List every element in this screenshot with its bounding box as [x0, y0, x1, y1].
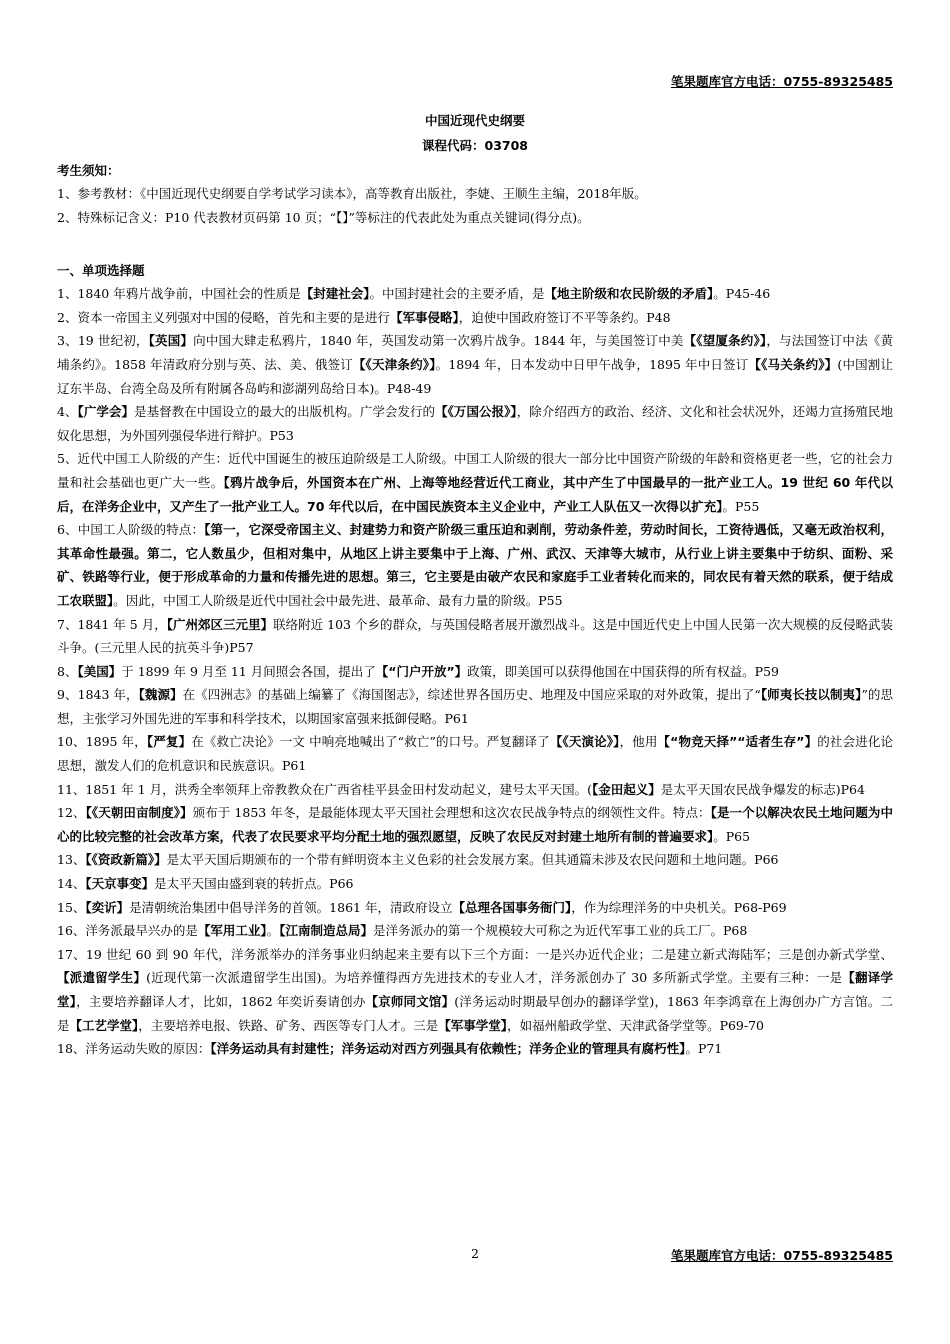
question-item — [57, 518, 893, 612]
item-text: 1、1840 年鸦片战争前，中国社会的性质是 — [57, 286, 301, 302]
item-text: 。因此，中国工人阶级是近代中国社会中最先进、最革命、最有力量的阶级。P55 — [113, 592, 563, 608]
question-item — [57, 282, 893, 306]
item-text: 5、近代中国工人阶级的产生：近代中国诞生的被压迫阶级是工人阶级。中国工人阶级的很大一部分比中国资产阶级的年龄和资格更老一些，它的社会力量和社会基础也更广大一些。 — [57, 451, 893, 490]
item-text: (中国割让辽东半岛、台湾全岛及所有附属各岛屿和澎湖列岛给日本)。P48-49 — [57, 356, 893, 396]
question-item — [57, 329, 893, 400]
question-item — [57, 872, 893, 896]
item-text: 向中国大肆走私鸦片，1840 年，英国发动第一次鸦片战争。1844 年，与美国签订中美 — [193, 333, 684, 349]
keyword-highlight: 【工艺学堂】 — [69, 1017, 139, 1033]
item-text: (近现代第一次派遣留学生出国)。为培养懂得西方先进技术的专业人才，洋务派创办了 30 多所新式学堂。主要有三种：一是 — [146, 970, 843, 986]
keyword-highlight: 【天京事变】 — [85, 876, 155, 892]
item-text: 联络附近 103 个乡的群众，与英国侵略者展开激烈战斗。这是中国近代史上中国人民第一次大规模的反侵略武装斗争。(三元里人民的抗英斗争)P57 — [57, 616, 893, 656]
question-item — [57, 660, 893, 684]
keyword-highlight: 【“门户开放”】 — [375, 663, 468, 679]
keyword-highlight: 【《天演论》】 — [549, 734, 620, 750]
keyword-highlight: 【“物竞天择”“适者生存”】 — [657, 734, 818, 750]
keyword-highlight: 【派遣留学生】 — [57, 970, 147, 986]
item-text: 于 1899 年 9 月至 11 月间照会各国，提出了 — [121, 663, 376, 679]
keyword-highlight: 【广州郊区三元里】 — [166, 616, 274, 632]
section-heading: 一、单项选择题 — [57, 263, 145, 279]
item-text: 是基督教在中国设立的最大的出版机构。广学会发行的 — [134, 404, 436, 420]
item-text: 。1894 年，日本发动中日甲午战争，1895 年中日签订 — [435, 356, 749, 372]
keyword-highlight: 【封建社会】 — [300, 286, 370, 302]
item-text: 。 — [266, 923, 280, 939]
item-text: 。中国封建社会的主要矛盾，是 — [369, 286, 545, 302]
item-text: ，主要培养电报、铁路、矿务、西医等专门人才。三是 — [138, 1017, 439, 1033]
keyword-highlight: 【《望厦条约》】 — [683, 333, 767, 349]
keyword-highlight: 【英国】 — [148, 333, 194, 349]
item-text: 。P55 — [722, 498, 760, 514]
item-text: 颁布于 1853 年冬，是最能体现太平天国社会理想和这次农民战争特点的纲领性文件。特点： — [192, 805, 711, 821]
item-text: 3、19 世纪初， — [57, 333, 149, 349]
item-text: 。P71 — [685, 1041, 723, 1057]
item-text: 16、洋务派最早兴办的是 — [57, 923, 198, 939]
question-item — [57, 730, 893, 777]
question-item — [57, 943, 893, 1037]
keyword-highlight: 【军用工业】 — [197, 923, 267, 939]
footer-phone: 笔果题库官方电话：0755-89325485 — [670, 1248, 893, 1263]
item-text: 13、 — [57, 852, 86, 868]
keyword-highlight: 【金田起义】 — [591, 781, 661, 797]
keyword-highlight: 【《天朝田亩制度》】 — [85, 805, 193, 821]
keyword-highlight: 【翻译学堂】 — [57, 970, 893, 1009]
question-item — [57, 919, 893, 943]
item-text: 是清朝统治集团中倡导洋务的首领。1861 年，清政府设立 — [129, 899, 453, 915]
item-text: ，他用 — [619, 734, 658, 750]
keyword-highlight: 【美国】 — [77, 663, 122, 679]
item-text: 12、 — [57, 805, 86, 821]
keyword-highlight: 【广学会】 — [77, 404, 135, 420]
item-text: 14、 — [57, 876, 86, 892]
item-text: ，除介绍西方的政治、经济、文化和社会状况外，还竭力宣扬殖民地奴化思想，为外国列强侵华进行辩护。P53 — [57, 404, 893, 443]
item-text: 10、1895 年， — [57, 734, 147, 750]
keyword-highlight: 【江南制造总局】 — [279, 923, 373, 939]
item-text: 。P65 — [713, 828, 751, 844]
item-text: ，如福州船政学堂、天津武备学堂等。P69-70 — [507, 1017, 765, 1033]
question-item — [57, 306, 893, 330]
keyword-highlight: 【《万国公报》】 — [435, 404, 517, 420]
keyword-highlight: 【魏源】 — [138, 687, 183, 703]
question-item — [57, 613, 893, 660]
item-text: 是太平天国后期颁布的一个带有鲜明资本主义色彩的社会发展方案。但其通篇未涉及农民问题和土地问题。P66 — [166, 852, 779, 868]
keyword-highlight: 【洋务运动具有封建性；洋务运动对西方列强具有依赖性；洋务企业的管理具有腐朽性】 — [210, 1041, 686, 1057]
item-text: 18、洋务运动失败的原因： — [57, 1041, 211, 1057]
question-item — [57, 447, 893, 518]
keyword-highlight: 【地主阶级和农民阶级的矛盾】 — [544, 286, 714, 302]
item-text: 的社会进化论思想，激发人们的危机意识和民族意识。P61 — [57, 734, 893, 774]
item-text: 是洋务派办的第一个规模较大可称之为近代军事工业的兵工厂。P68 — [372, 923, 748, 939]
item-text: ，与法国签订中法《黄埔条约》。1858 年清政府分别与英、法、美、俄签订 — [57, 333, 893, 372]
item-text: 17、19 世纪 60 到 90 年代，洋务派举办的洋务事业归纳起来主要有以下三个方面：一是兴办近代企业；二是建立新式海陆军；三是创办新式学堂、 — [57, 946, 893, 962]
notice-line-1: 1、参考教材：《中国近现代史纲要自学考试学习读本》，高等教育出版社，李婕、王顺生主编，2018年版。 — [57, 186, 647, 201]
keyword-highlight: 【军事学堂】 — [438, 1017, 508, 1033]
item-text: ”的思想，主张学习外国先进的军事和科学技术，以期国家富强来抵御侵略。P61 — [57, 687, 893, 726]
keyword-highlight: 【鸦片战争后，外国资本在广州、上海等地经营近代工商业，其中产生了中国最早的一批产业工人。19 世纪 60 年代以后，在洋务企业中，又产生了一批产业工人。70 年代以后，在中国民族资本主义企业中，产业工人队伍又一次得以扩充】 — [57, 474, 893, 514]
keyword-highlight: 【军事侵略】 — [389, 309, 459, 325]
item-text: 政策，即美国可以获得他国在中国获得的所有权益。P59 — [467, 663, 779, 679]
keyword-highlight: 【是一个以解决农民土地问题为中心的比较完整的社会改革方案，代表了农民要求平均分配土地的强烈愿望，反映了农民反对封建土地所有制的普遍要求】 — [57, 805, 893, 844]
keyword-highlight: 【京师同文馆】 — [365, 994, 455, 1009]
document-title: 中国近现代史纲要 — [424, 113, 525, 128]
document-body — [57, 108, 893, 1061]
header-phone: 笔果题库官方电话：0755-89325485 — [670, 74, 893, 89]
keyword-highlight: 【《马关条约》】 — [748, 356, 838, 372]
item-text: 8、 — [57, 663, 78, 679]
notice-heading: 考生须知： — [57, 163, 120, 178]
item-text: ，作为综理洋务的中央机关。P68-P69 — [571, 899, 787, 915]
keyword-highlight: 【严复】 — [146, 734, 192, 750]
question-item — [57, 896, 893, 920]
question-item — [57, 848, 893, 872]
item-text: 11、1851 年 1 月，洪秀全率领拜上帝教教众在广西省桂平县金田村发动起义，建号太平天国。( — [57, 781, 592, 797]
item-text: 在《救亡决论》一文 中响亮地喊出了“救亡”的口号。严复翻译了 — [191, 734, 550, 750]
keyword-highlight: 【《天津条约》】 — [352, 356, 436, 372]
question-item — [57, 400, 893, 447]
question-item — [57, 1037, 893, 1061]
keyword-highlight: 【奕䜣】 — [85, 899, 130, 915]
item-text: 4、 — [57, 404, 78, 420]
keyword-highlight: 【总理各国事务衙门】 — [452, 899, 572, 915]
keyword-highlight: 【师夷长技以制夷】 — [760, 687, 862, 703]
item-text: 。P45-46 — [713, 286, 771, 302]
notice-line-2: 2、特殊标记含义：P10 代表教材页码第 10 页；“【】”等标注的代表此处为重点关键词(得分点)。 — [57, 209, 590, 225]
item-text: ，主要培养翻译人才，比如，1862 年奕䜣奏请创办 — [76, 994, 366, 1009]
item-text: 7、1841 年 5 月， — [57, 616, 167, 632]
item-text: 6、中国工人阶级的特点： — [57, 522, 205, 538]
question-item — [57, 778, 893, 802]
keyword-highlight: 【《资政新篇》】 — [85, 852, 167, 868]
page-number: 2 — [471, 1246, 479, 1261]
course-code: 课程代码：03708 — [422, 138, 528, 153]
question-list — [57, 282, 893, 1061]
spacer — [57, 229, 893, 259]
item-text: 在《四洲志》的基础上编纂了《海国图志》，综述世界各国历史、地理及中国应采取的对外政策，提出了“ — [182, 687, 761, 703]
item-text: 2、资本一帝国主义列强对中国的侵略，首先和主要的是进行 — [57, 309, 390, 325]
item-text: ，迫使中国政府签订不平等条约。P48 — [458, 309, 671, 325]
question-item — [57, 683, 893, 730]
item-text: 是太平天国由盛到衰的转折点。P66 — [154, 876, 354, 892]
item-text: 是太平天国农民战争爆发的标志)P64 — [660, 781, 865, 797]
item-text: (洋务运动时期最早创办的翻译学堂)，1863 年李鸿章在上海创办广方言馆。二是 — [57, 994, 893, 1033]
item-text: 9、1843 年， — [57, 687, 139, 703]
item-text: 15、 — [57, 899, 86, 915]
keyword-highlight: 【第一，它深受帝国主义、封建势力和资产阶级三重压迫和剥削，劳动条件差，劳动时间长，工资待遇低，又毫无政治权利，其革命性最强。第二，它人数虽少，但相对集中，从地区上讲主要集中于上海、广州、武汉、天津等大城市，从行业上讲主要集中于纺织、面粉、采矿、铁路等行业，便于形成革命的力量和传播先进的思想。第三，它主要是由破产农民和家庭手工业者转化而来的，同农民有着天然的联系，便于结成工农联盟】 — [57, 522, 893, 608]
question-item — [57, 801, 893, 848]
